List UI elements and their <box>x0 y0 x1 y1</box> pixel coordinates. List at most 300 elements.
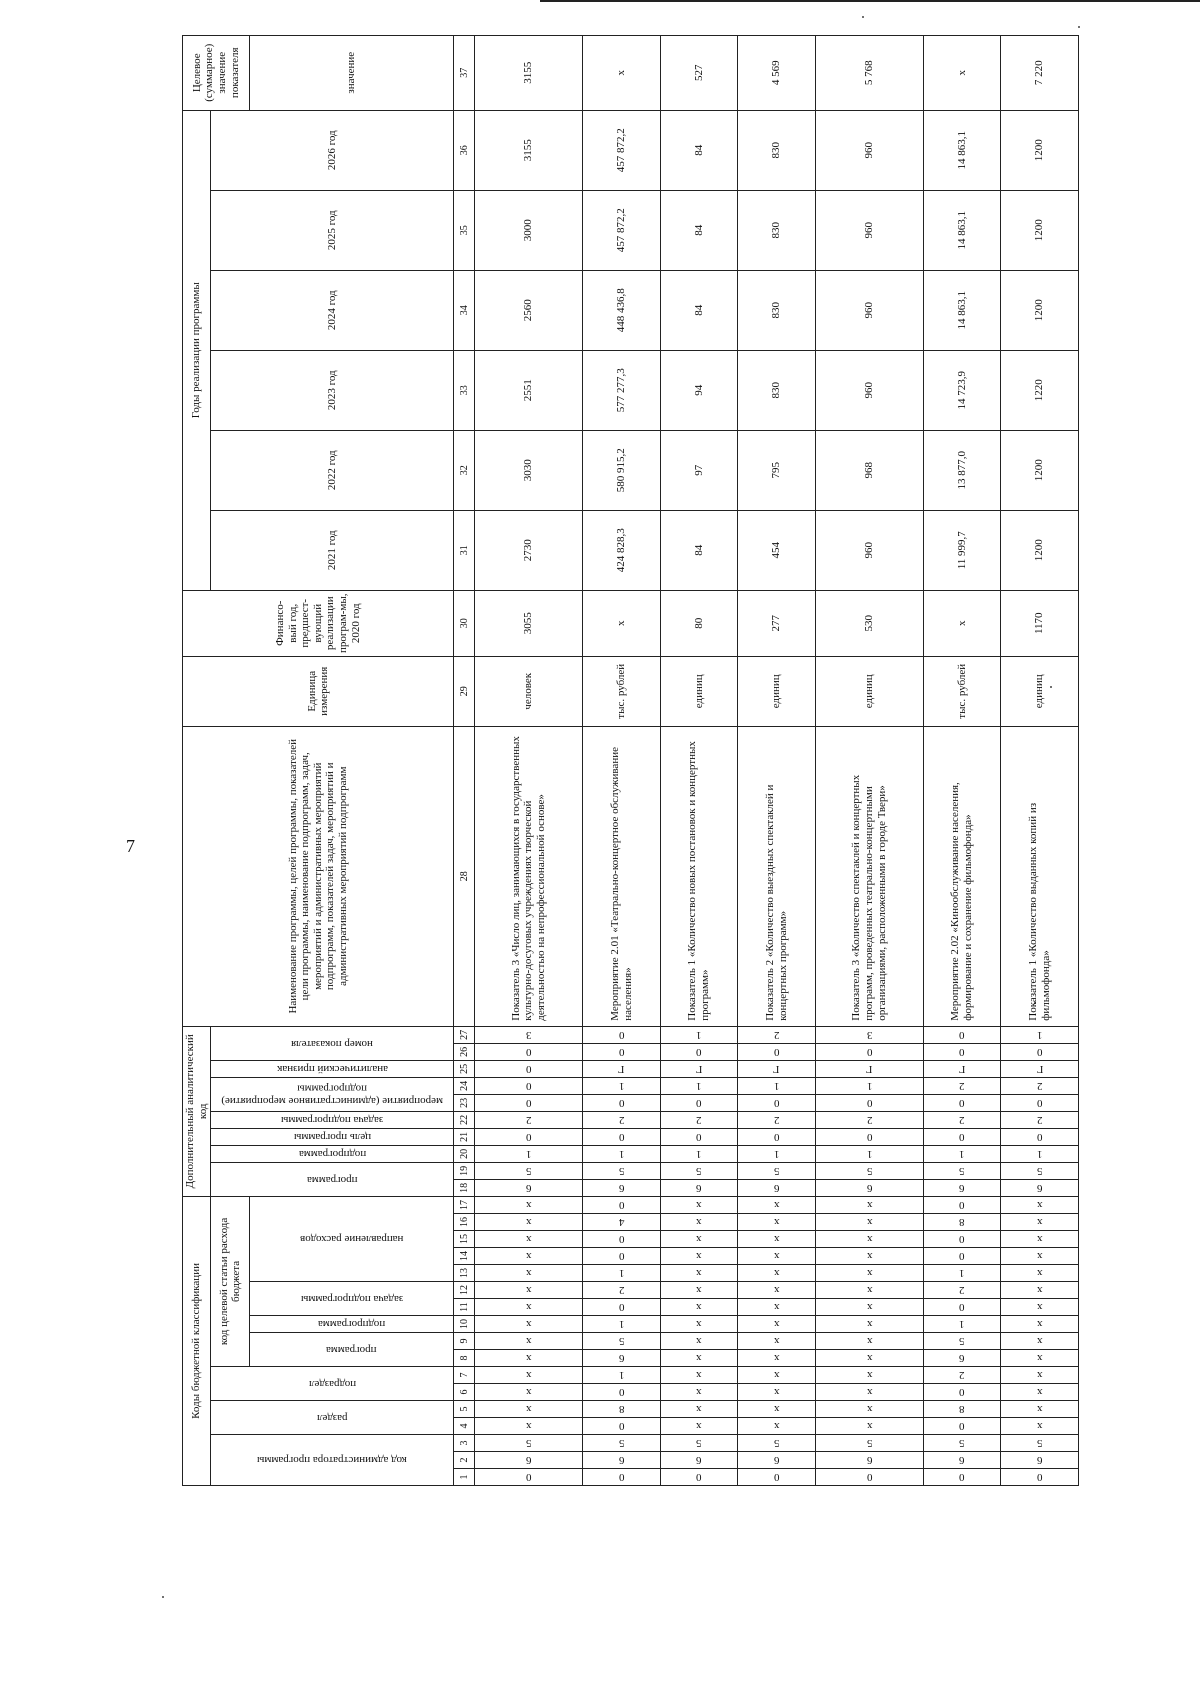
code-cell: x <box>1001 1316 1079 1333</box>
code-cell: 0 <box>583 1384 661 1401</box>
column-number: 1 <box>454 1469 475 1486</box>
code-cell: x <box>738 1265 816 1282</box>
code-cell: 8 <box>923 1214 1001 1231</box>
code-cell: 6 <box>923 1179 1001 1196</box>
code-cell: x <box>738 1196 816 1213</box>
column-number: 16 <box>454 1214 475 1231</box>
code-cell: x <box>1001 1333 1079 1350</box>
code-cell: 6 <box>583 1452 661 1469</box>
code-cell: 0 <box>815 1469 923 1486</box>
code-cell: x <box>660 1316 738 1333</box>
column-number: 6 <box>454 1384 475 1401</box>
code-cell: x <box>738 1231 816 1248</box>
code-cell: x <box>815 1418 923 1435</box>
year-2024-header: 2024 год <box>211 270 454 350</box>
code-cell: 2 <box>923 1111 1001 1128</box>
value-cell-v2020: 277 <box>738 590 816 656</box>
code-cell: Г <box>583 1060 661 1077</box>
rotated-table-container <box>182 43 1052 1486</box>
column-number: 15 <box>454 1231 475 1248</box>
column-number: 13 <box>454 1265 475 1282</box>
column-number: 27 <box>454 1026 475 1043</box>
column-number: 32 <box>454 430 475 510</box>
code-cell: 0 <box>583 1231 661 1248</box>
code-cell: 6 <box>738 1452 816 1469</box>
unit-cell: единиц <box>1001 656 1079 726</box>
code-cell: x <box>660 1333 738 1350</box>
column-number: 34 <box>454 270 475 350</box>
code-cell: x <box>475 1196 583 1213</box>
code-cell: 1 <box>923 1145 1001 1162</box>
code-cell: 1 <box>738 1145 816 1162</box>
code-cell: 0 <box>815 1043 923 1060</box>
column-number: 36 <box>454 110 475 190</box>
target-header: Целевое (суммарное) значение показателя <box>183 35 250 110</box>
code-cell: 6 <box>475 1179 583 1196</box>
code-cell: x <box>475 1384 583 1401</box>
value-cell-target: x <box>583 35 661 110</box>
code-cell: 0 <box>1001 1469 1079 1486</box>
code-cell: x <box>660 1418 738 1435</box>
value-cell-v2021: 960 <box>815 510 923 590</box>
table-row <box>583 35 661 1485</box>
subprogram-task-header: задача подпрограммы <box>250 1282 454 1316</box>
value-cell-v2022: 968 <box>815 430 923 510</box>
code-cell: 1 <box>583 1316 661 1333</box>
code-cell: x <box>660 1196 738 1213</box>
column-number: 23 <box>454 1094 475 1111</box>
page-number: 7 <box>126 836 135 856</box>
code-cell: x <box>475 1350 583 1367</box>
value-cell-target: 7 220 <box>1001 35 1079 110</box>
section-header: раздел <box>211 1401 454 1435</box>
code-cell: x <box>1001 1350 1079 1367</box>
code-cell: 6 <box>475 1452 583 1469</box>
value-cell-v2024: 84 <box>660 270 738 350</box>
code-cell: 3 <box>815 1026 923 1043</box>
activity-header: мероприятие (административное мероприятие) подпрограммы <box>211 1077 454 1111</box>
code-cell: x <box>815 1265 923 1282</box>
value-cell-v2025: 84 <box>660 190 738 270</box>
code-cell: 0 <box>583 1196 661 1213</box>
code-cell: 0 <box>583 1248 661 1265</box>
code-cell: x <box>475 1265 583 1282</box>
code-cell: 2 <box>475 1111 583 1128</box>
row-name-cell: Показатель 1 «Количество выданных копий из фильмофонда» <box>1001 726 1079 1026</box>
code-cell: 2 <box>738 1026 816 1043</box>
code-cell: 5 <box>475 1435 583 1452</box>
code-cell: 2 <box>1001 1077 1079 1094</box>
code-cell: x <box>660 1248 738 1265</box>
code-cell: 0 <box>660 1043 738 1060</box>
column-number: 37 <box>454 35 475 110</box>
code-cell: 5 <box>583 1162 661 1179</box>
code-cell: 1 <box>583 1367 661 1384</box>
value-cell-v2026: 457 872,2 <box>583 110 661 190</box>
code-cell: x <box>815 1316 923 1333</box>
row-name-cell: Мероприятие 2.02 «Кинообслуживание населения, формирование и сохранение фильмофонда» <box>923 726 1001 1026</box>
value-cell-v2023: 1220 <box>1001 350 1079 430</box>
code-cell: 3 <box>475 1026 583 1043</box>
code-cell: 5 <box>815 1435 923 1452</box>
column-number: 2 <box>454 1452 475 1469</box>
value-cell-target: 5 768 <box>815 35 923 110</box>
code-cell: x <box>1001 1282 1079 1299</box>
code-cell: 1 <box>475 1145 583 1162</box>
code-cell: x <box>738 1214 816 1231</box>
code-cell: x <box>1001 1418 1079 1435</box>
code-cell: 0 <box>475 1060 583 1077</box>
value-cell-v2025: 3000 <box>475 190 583 270</box>
code-cell: x <box>475 1418 583 1435</box>
code-cell: 0 <box>660 1094 738 1111</box>
column-number: 20 <box>454 1145 475 1162</box>
code-cell: 2 <box>660 1111 738 1128</box>
code-cell: x <box>475 1248 583 1265</box>
unit-cell: тыс. рублей <box>583 656 661 726</box>
column-number: 12 <box>454 1282 475 1299</box>
value-cell-v2021: 11 999,7 <box>923 510 1001 590</box>
value-cell-v2026: 14 863,1 <box>923 110 1001 190</box>
value-cell-v2026: 3155 <box>475 110 583 190</box>
code-cell: x <box>660 1299 738 1316</box>
code-cell: 0 <box>923 1128 1001 1145</box>
value-cell-v2026: 1200 <box>1001 110 1079 190</box>
code-cell: 1 <box>583 1145 661 1162</box>
value-cell-v2025: 960 <box>815 190 923 270</box>
column-number: 11 <box>454 1299 475 1316</box>
value-cell-v2020: 80 <box>660 590 738 656</box>
code-cell: 1 <box>660 1145 738 1162</box>
code-cell: 0 <box>738 1094 816 1111</box>
value-cell-v2026: 830 <box>738 110 816 190</box>
code-cell: 5 <box>815 1162 923 1179</box>
code-cell: 6 <box>815 1452 923 1469</box>
code-cell: x <box>660 1282 738 1299</box>
code-cell: 0 <box>738 1469 816 1486</box>
column-number: 5 <box>454 1401 475 1418</box>
value-cell-v2024: 960 <box>815 270 923 350</box>
value-cell-v2021: 2730 <box>475 510 583 590</box>
code-cell: Г <box>738 1060 816 1077</box>
code-cell: 5 <box>475 1162 583 1179</box>
column-number: 26 <box>454 1043 475 1060</box>
year-2022-header: 2022 год <box>211 430 454 510</box>
row-name-cell: Мероприятие 2.01 «Театрально-концертное обслуживание населения» <box>583 726 661 1026</box>
code-cell: x <box>1001 1248 1079 1265</box>
table-row <box>475 35 583 1485</box>
code-cell: 1 <box>1001 1145 1079 1162</box>
value-cell-v2024: 14 863,1 <box>923 270 1001 350</box>
name-header: Наименование программы, целей программы, показателей цели программы, наименование подпрограмм, задач, мероприятий и административных мероприятий подпрограмм, показателей задач, мероприятий и административных мероприятий подпрограмм <box>183 726 454 1026</box>
column-number: 28 <box>454 726 475 1026</box>
value-cell-v2023: 960 <box>815 350 923 430</box>
target-article-header: код целевой статьи расхода бюджета <box>211 1196 250 1366</box>
code-cell: 0 <box>815 1128 923 1145</box>
column-number: 30 <box>454 590 475 656</box>
code-cell: 0 <box>923 1231 1001 1248</box>
table-row <box>923 35 1001 1485</box>
value-cell-target: 3155 <box>475 35 583 110</box>
column-number: 7 <box>454 1367 475 1384</box>
column-number: 21 <box>454 1128 475 1145</box>
scan-speck <box>162 1596 164 1598</box>
code-cell: x <box>815 1214 923 1231</box>
scan-speck <box>1078 26 1080 28</box>
code-cell: 5 <box>923 1162 1001 1179</box>
code-cell: x <box>475 1231 583 1248</box>
years-group-header: Годы реализации программы <box>183 110 211 590</box>
subprogram-task2-header: задача подпрограммы <box>211 1111 454 1128</box>
column-number: 22 <box>454 1111 475 1128</box>
code-cell: 2 <box>923 1367 1001 1384</box>
code-cell: 0 <box>475 1077 583 1094</box>
code-cell: x <box>475 1333 583 1350</box>
code-cell: 2 <box>583 1282 661 1299</box>
code-cell: 4 <box>583 1214 661 1231</box>
column-number: 24 <box>454 1077 475 1094</box>
code-cell: x <box>475 1367 583 1384</box>
value-cell-v2023: 94 <box>660 350 738 430</box>
code-cell: 0 <box>923 1094 1001 1111</box>
column-number: 19 <box>454 1162 475 1179</box>
value-cell-v2024: 1200 <box>1001 270 1079 350</box>
code-cell: x <box>660 1214 738 1231</box>
unit-cell: тыс. рублей <box>923 656 1001 726</box>
value-cell-v2024: 830 <box>738 270 816 350</box>
value-cell-v2025: 14 863,1 <box>923 190 1001 270</box>
code-cell: 8 <box>923 1401 1001 1418</box>
program-code-header: программа <box>250 1333 454 1367</box>
value-cell-v2022: 580 915,2 <box>583 430 661 510</box>
value-cell-v2022: 13 877,0 <box>923 430 1001 510</box>
code-cell: x <box>738 1418 816 1435</box>
code-cell: 0 <box>923 1299 1001 1316</box>
code-cell: Г <box>1001 1060 1079 1077</box>
row-name-cell: Показатель 2 «Количество выездных спектаклей и концертных программ» <box>738 726 816 1026</box>
code-cell: 0 <box>738 1043 816 1060</box>
code-cell: x <box>1001 1299 1079 1316</box>
code-cell: x <box>1001 1401 1079 1418</box>
code-cell: x <box>738 1282 816 1299</box>
code-cell: 1 <box>738 1077 816 1094</box>
column-number: 9 <box>454 1333 475 1350</box>
table-row <box>660 35 738 1485</box>
budget-codes-header: Коды бюджетной классификации <box>183 1196 211 1485</box>
code-cell: 0 <box>583 1128 661 1145</box>
code-cell: 6 <box>583 1350 661 1367</box>
code-cell: x <box>1001 1231 1079 1248</box>
code-cell: x <box>815 1401 923 1418</box>
value-cell-v2022: 795 <box>738 430 816 510</box>
code-cell: 0 <box>923 1248 1001 1265</box>
code-cell: x <box>475 1214 583 1231</box>
code-cell: 6 <box>1001 1179 1079 1196</box>
code-cell: x <box>475 1282 583 1299</box>
code-cell: x <box>738 1316 816 1333</box>
top-border-line <box>540 0 1200 2</box>
code-cell: 1 <box>583 1077 661 1094</box>
code-cell: 0 <box>583 1094 661 1111</box>
value-cell-v2021: 424 828,3 <box>583 510 661 590</box>
column-number: 18 <box>454 1179 475 1196</box>
code-cell: Г <box>923 1060 1001 1077</box>
year-2025-header: 2025 год <box>211 190 454 270</box>
code-cell: x <box>815 1282 923 1299</box>
code-cell: 1 <box>815 1077 923 1094</box>
code-cell: x <box>815 1384 923 1401</box>
extra-code-header: Дополнительный аналитический код <box>183 1026 211 1196</box>
code-cell: Г <box>660 1060 738 1077</box>
column-number: 14 <box>454 1248 475 1265</box>
code-cell: 5 <box>583 1333 661 1350</box>
value-cell-v2026: 84 <box>660 110 738 190</box>
code-cell: 0 <box>583 1418 661 1435</box>
value-cell-v2023: 577 277,3 <box>583 350 661 430</box>
value-cell-v2020: x <box>923 590 1001 656</box>
code-cell: 6 <box>660 1452 738 1469</box>
code-cell: 0 <box>923 1418 1001 1435</box>
value-cell-v2020: 1170 <box>1001 590 1079 656</box>
code-cell: 2 <box>738 1111 816 1128</box>
code-cell: 2 <box>583 1111 661 1128</box>
row-name-cell: Показатель 3 «Число лиц, занимающихся в государственных культурно-досуговых учреждениях творческой деятельностью на непрофессиональной основе» <box>475 726 583 1026</box>
code-cell: 0 <box>815 1094 923 1111</box>
target-value-header: значение <box>250 35 454 110</box>
program-goal-header: цель программы <box>211 1128 454 1145</box>
analytic-sign-header: аналитический признак <box>211 1060 454 1077</box>
code-cell: 0 <box>923 1026 1001 1043</box>
value-cell-v2020: 3055 <box>475 590 583 656</box>
code-cell: x <box>738 1299 816 1316</box>
code-cell: x <box>738 1248 816 1265</box>
code-cell: x <box>660 1231 738 1248</box>
ex-subprogram-header: подпрограмма <box>211 1145 454 1162</box>
code-cell: 0 <box>923 1469 1001 1486</box>
code-cell: 5 <box>1001 1435 1079 1452</box>
code-cell: 5 <box>1001 1162 1079 1179</box>
value-cell-v2022: 3030 <box>475 430 583 510</box>
code-cell: x <box>1001 1384 1079 1401</box>
code-cell: 0 <box>923 1384 1001 1401</box>
unit-header: Единица измерения <box>183 656 454 726</box>
code-cell: x <box>738 1350 816 1367</box>
code-cell: x <box>738 1367 816 1384</box>
code-cell: 0 <box>1001 1094 1079 1111</box>
code-cell: x <box>738 1384 816 1401</box>
code-cell: 5 <box>660 1162 738 1179</box>
value-cell-v2025: 1200 <box>1001 190 1079 270</box>
code-cell: x <box>660 1350 738 1367</box>
value-cell-v2021: 84 <box>660 510 738 590</box>
code-cell: 1 <box>923 1265 1001 1282</box>
row-name-cell: Показатель 1 «Количество новых постановок и концертных программ» <box>660 726 738 1026</box>
value-cell-v2025: 457 872,2 <box>583 190 661 270</box>
code-cell: 0 <box>583 1469 661 1486</box>
column-number: 3 <box>454 1435 475 1452</box>
column-number: 10 <box>454 1316 475 1333</box>
code-cell: x <box>1001 1196 1079 1213</box>
code-cell: 1 <box>583 1265 661 1282</box>
code-cell: x <box>815 1367 923 1384</box>
code-cell: 5 <box>923 1333 1001 1350</box>
code-cell: x <box>660 1367 738 1384</box>
code-cell: x <box>475 1316 583 1333</box>
subsection-header: подраздел <box>211 1367 454 1401</box>
value-cell-v2020: 530 <box>815 590 923 656</box>
code-cell: x <box>1001 1265 1079 1282</box>
column-number: 4 <box>454 1418 475 1435</box>
table-row <box>738 35 816 1485</box>
code-cell: 6 <box>923 1452 1001 1469</box>
ex-program-header: программа <box>211 1162 454 1196</box>
column-number: 35 <box>454 190 475 270</box>
code-cell: 6 <box>815 1179 923 1196</box>
code-cell: 5 <box>738 1162 816 1179</box>
code-cell: 0 <box>923 1196 1001 1213</box>
code-cell: 0 <box>1001 1128 1079 1145</box>
code-cell: 0 <box>923 1043 1001 1060</box>
year-2023-header: 2023 год <box>211 350 454 430</box>
code-cell: 8 <box>583 1401 661 1418</box>
value-cell-v2020: x <box>583 590 661 656</box>
year-2026-header: 2026 год <box>211 110 454 190</box>
code-cell: 0 <box>475 1128 583 1145</box>
scan-speck <box>862 16 864 18</box>
column-number: 8 <box>454 1350 475 1367</box>
value-cell-target: 527 <box>660 35 738 110</box>
column-number: 33 <box>454 350 475 430</box>
code-cell: 2 <box>923 1282 1001 1299</box>
code-cell: 1 <box>660 1077 738 1094</box>
unit-cell: единиц <box>815 656 923 726</box>
value-cell-v2024: 448 436,8 <box>583 270 661 350</box>
program-table <box>182 35 1079 1486</box>
code-cell: 0 <box>660 1128 738 1145</box>
code-cell: x <box>815 1231 923 1248</box>
code-cell: 2 <box>1001 1111 1079 1128</box>
code-cell: 6 <box>738 1179 816 1196</box>
code-cell: 0 <box>660 1469 738 1486</box>
code-cell: x <box>475 1401 583 1418</box>
value-cell-v2025: 830 <box>738 190 816 270</box>
code-cell: 0 <box>583 1026 661 1043</box>
code-cell: x <box>815 1196 923 1213</box>
code-cell: 0 <box>475 1094 583 1111</box>
value-cell-v2023: 2551 <box>475 350 583 430</box>
code-cell: 6 <box>1001 1452 1079 1469</box>
column-number: 29 <box>454 656 475 726</box>
code-cell: x <box>475 1299 583 1316</box>
code-cell: 0 <box>583 1299 661 1316</box>
subprogram-code-header: подпрограмма <box>250 1316 454 1333</box>
code-cell: 5 <box>660 1435 738 1452</box>
value-cell-target: 4 569 <box>738 35 816 110</box>
code-cell: 1 <box>1001 1026 1079 1043</box>
code-cell: x <box>815 1333 923 1350</box>
code-cell: x <box>815 1248 923 1265</box>
code-cell: 5 <box>583 1435 661 1452</box>
column-number: 17 <box>454 1196 475 1213</box>
code-cell: 0 <box>583 1043 661 1060</box>
value-cell-v2023: 830 <box>738 350 816 430</box>
value-cell-v2021: 454 <box>738 510 816 590</box>
column-number: 31 <box>454 510 475 590</box>
code-cell: x <box>815 1350 923 1367</box>
code-cell: x <box>738 1333 816 1350</box>
value-cell-target: x <box>923 35 1001 110</box>
code-cell: 1 <box>815 1145 923 1162</box>
